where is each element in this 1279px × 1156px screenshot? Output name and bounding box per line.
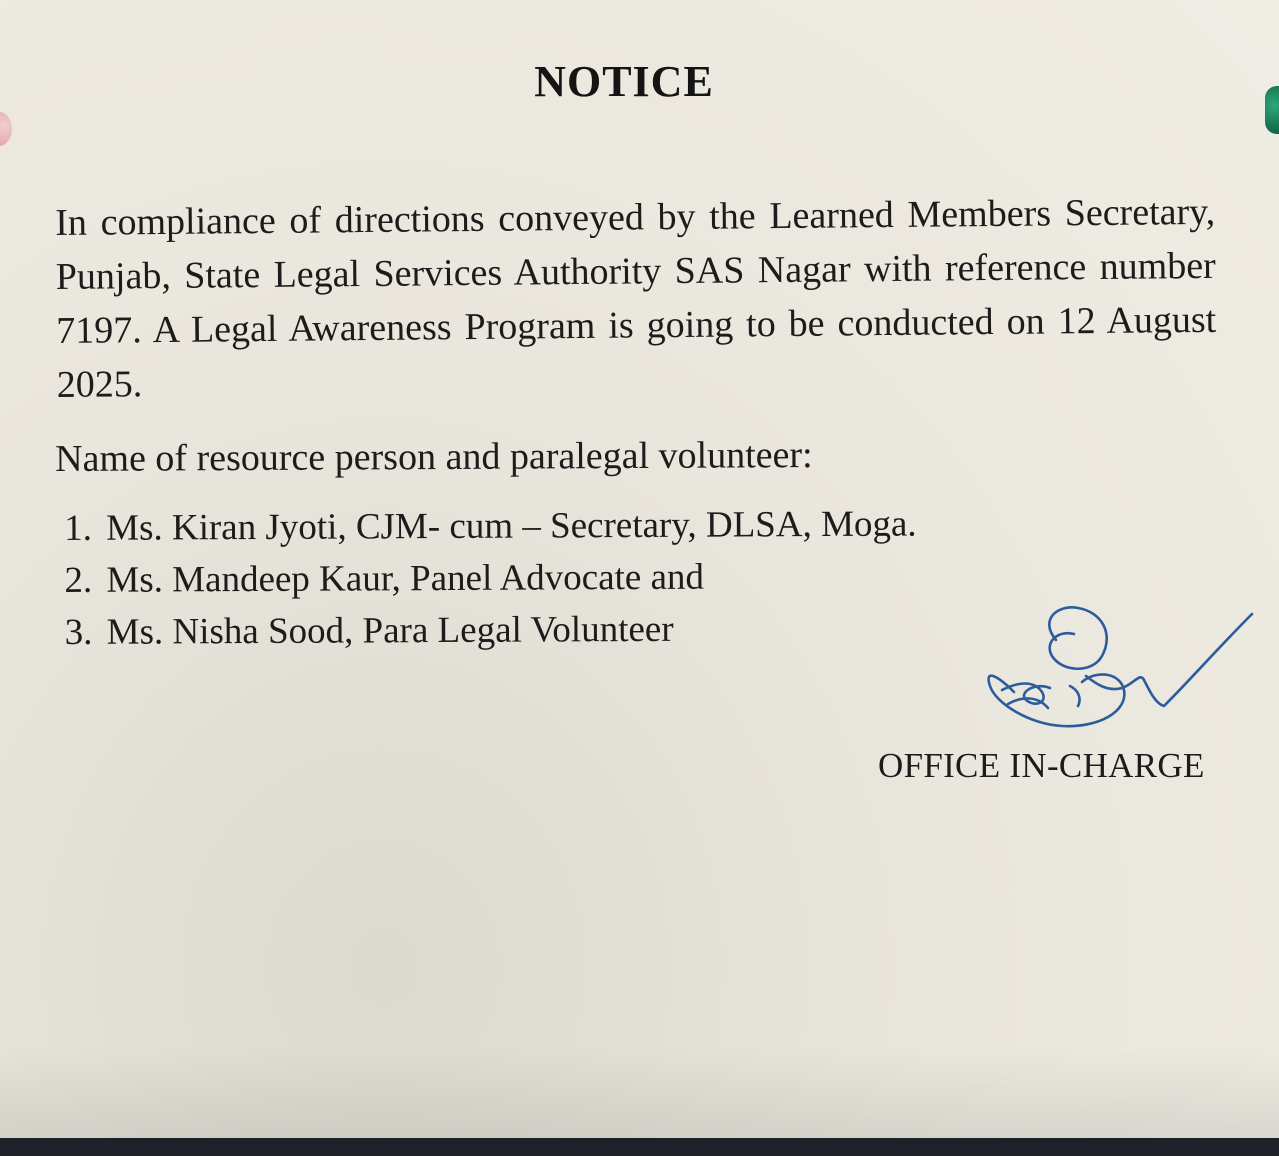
list-item-text: Ms. Mandeep Kaur, Panel Advocate and [106,556,705,601]
list-item [65,603,918,659]
notice-title: NOTICE [534,57,714,106]
handwritten-signature [978,600,1268,740]
list-item-text: Ms. Kiran Jyoti, CJM- cum – Secretary, DLSA, Moga. [106,503,917,549]
notice-body: In compliance of directions conveyed by the Learned Members Secretary, Punjab, State Legal Services Authority SAS Nagar with reference number 7197. A Legal Awareness Program is going to be conducted on 12 August 2025. [55,190,1217,406]
resource-person-list [64,499,917,659]
resource-person-heading: Name of resource person and paralegal volunteer: [55,434,813,480]
pushpin-right [1265,86,1279,134]
list-item-number: 2. [64,559,93,601]
office-in-charge-label: OFFICE IN-CHARGE [878,746,1205,785]
list-item [64,551,917,607]
list-item [64,499,917,555]
list-item-text: Ms. Nisha Sood, Para Legal Volunteer [106,608,674,653]
pushpin-left [0,112,12,146]
list-item-number: 1. [64,507,92,549]
list-item-number: 3. [64,611,93,653]
